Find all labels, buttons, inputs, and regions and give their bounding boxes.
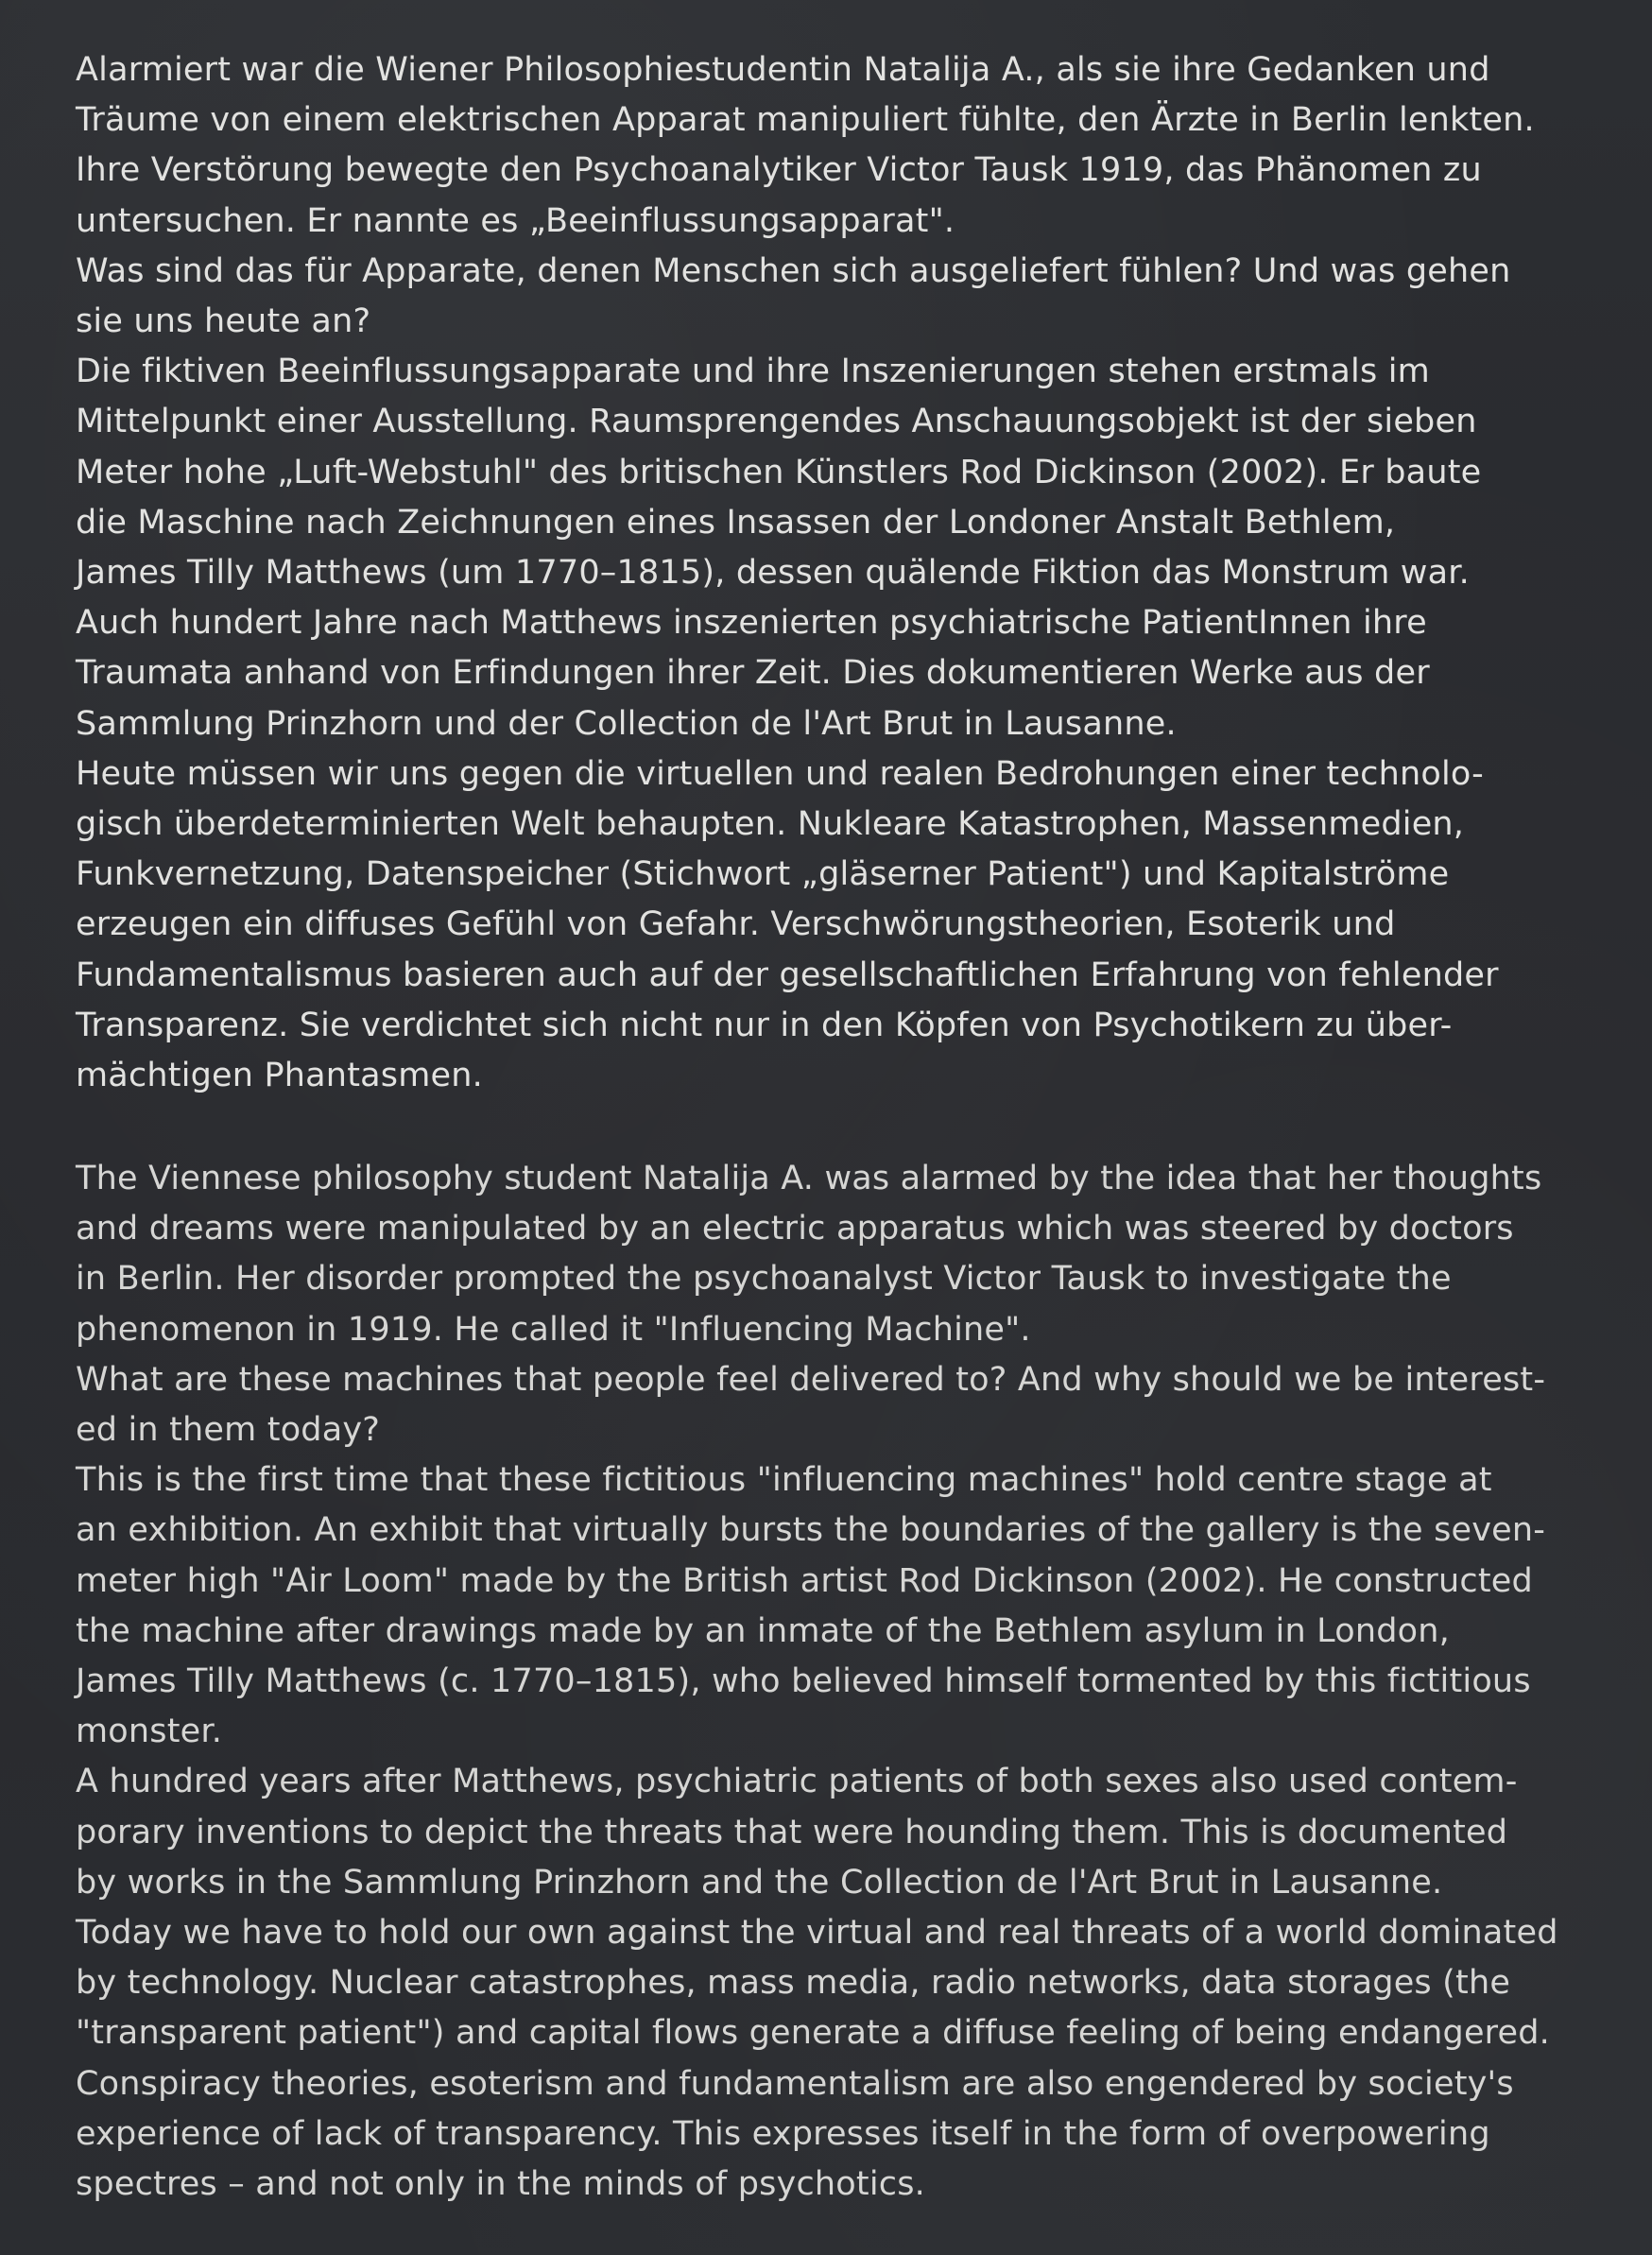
text-line: The Viennese philosophy student Natalija A. was alarmed by the idea that her thoughts: [76, 1160, 1542, 1197]
text-line: sie uns heute an?: [76, 302, 371, 341]
text-line: "transparent patient") and capital flows generate a diffuse feeling of being endangered.: [76, 2014, 1550, 2053]
text-line: Traumata anhand von Erfindungen ihrer Zeit. Dies dokumentieren Werke aus der: [76, 654, 1430, 693]
text-line: Träume von einem elektrischen Apparat manipuliert fühlte, den Ärzte in Berlin lenkten.: [76, 101, 1535, 140]
text-line: Sammlung Prinzhorn und der Collection de l'Art Brut in Lausanne.: [76, 704, 1177, 743]
text-line: Today we have to hold our own against the virtual and real threats of a world dominated: [76, 1914, 1558, 1953]
text-line: the machine after drawings made by an inmate of the Bethlem asylum in London,: [76, 1611, 1450, 1650]
text-line: erzeugen ein diffuses Gefühl von Gefahr. Verschwörungstheorien, Esoterik und: [76, 905, 1396, 944]
text-line: Funkvernetzung, Datenspeicher (Stichwort „gläserner Patient") und Kapitalströme: [76, 855, 1450, 894]
text-line: Mittelpunkt einer Ausstellung. Raumsprengendes Anschauungsobjekt ist der sieben: [76, 403, 1477, 441]
text-line: Die fiktiven Beeinflussungsapparate und ihre Inszenierungen stehen erstmals im: [76, 353, 1430, 391]
english-text-block: [76, 1154, 1607, 2210]
text-line: Heute müssen wir uns gegen die virtuellen und realen Bedrohungen einer technolo-: [76, 754, 1485, 793]
text-line: James Tilly Matthews (um 1770–1815), dessen quälende Fiktion das Monstrum war.: [76, 554, 1470, 593]
text-line: phenomenon in 1919. He called it "Influencing Machine".: [76, 1310, 1031, 1349]
text-line: Transparenz. Sie verdichtet sich nicht nur in den Köpfen von Psychotikern zu über-: [76, 1006, 1453, 1044]
text-line: Was sind das für Apparate, denen Menschen sich ausgeliefert fühlen? Und was gehen: [76, 251, 1511, 290]
text-line: Conspiracy theories, esoterism and fundamentalism are also engendered by society's: [76, 2064, 1514, 2103]
text-line: spectres – and not only in the minds of psychotics.: [76, 2165, 925, 2204]
text-line: experience of lack of transparency. This expresses itself in the form of overpowering: [76, 2114, 1490, 2153]
text-line: Meter hohe „Luft-Webstuhl" des britischen Künstlers Rod Dickinson (2002). Er baute: [76, 453, 1482, 491]
text-line: an exhibition. An exhibit that virtually bursts the boundaries of the gallery is the seven-: [76, 1511, 1546, 1550]
text-line: Ihre Verstörung bewegte den Psychoanalytiker Victor Tausk 1919, das Phänomen zu: [76, 151, 1482, 190]
text-line: and dreams were manipulated by an electric apparatus which was steered by doctors: [76, 1210, 1514, 1248]
text-line: Alarmiert war die Wiener Philosophiestudentin Natalija A., als sie ihre Gedanken und: [76, 51, 1490, 89]
text-line: meter high "Air Loom" made by the British artist Rod Dickinson (2002). He constructed: [76, 1561, 1533, 1600]
text-line: Fundamentalismus basieren auch auf der gesellschaftlichen Erfahrung von fehlender: [76, 955, 1499, 994]
text-line: monster.: [76, 1713, 223, 1751]
text-line: in Berlin. Her disorder prompted the psychoanalyst Victor Tausk to investigate the: [76, 1260, 1452, 1299]
text-line: porary inventions to depict the threats that were hounding them. This is documented: [76, 1813, 1508, 1851]
german-text-block: [76, 45, 1607, 1101]
text-line: by works in the Sammlung Prinzhorn and the Collection de l'Art Brut in Lausanne.: [76, 1863, 1443, 1902]
text-line: ed in them today?: [76, 1411, 381, 1450]
text-line: Auch hundert Jahre nach Matthews inszenierten psychiatrische PatientInnen ihre: [76, 604, 1427, 643]
text-line: die Maschine nach Zeichnungen eines Insassen der Londoner Anstalt Bethlem,: [76, 503, 1396, 542]
text-line: James Tilly Matthews (c. 1770–1815), who believed himself tormented by this fictitious: [76, 1662, 1531, 1701]
text-line: A hundred years after Matthews, psychiatric patients of both sexes also used contem-: [76, 1763, 1518, 1801]
text-line: mächtigen Phantasmen.: [76, 1057, 483, 1095]
text-line: gisch überdeterminierten Welt behaupten. Nukleare Katastrophen, Massenmedien,: [76, 805, 1465, 844]
text-line: This is the first time that these fictitious "influencing machines" hold centre stage at: [76, 1461, 1492, 1500]
text-line: What are these machines that people feel delivered to? And why should we be interest-: [76, 1360, 1546, 1399]
text-line: untersuchen. Er nannte es „Beeinflussungsapparat".: [76, 201, 955, 240]
text-line: by technology. Nuclear catastrophes, mass media, radio networks, data storages (the: [76, 1964, 1511, 2003]
